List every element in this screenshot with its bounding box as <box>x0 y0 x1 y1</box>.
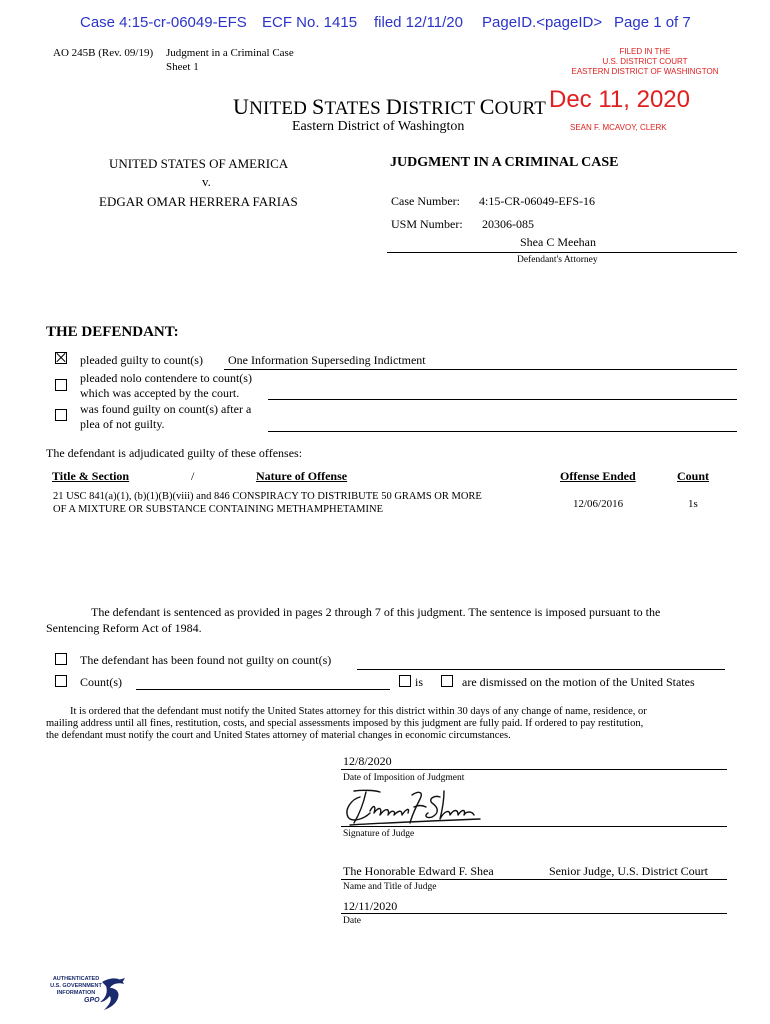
judge-name-line <box>341 879 727 880</box>
are-dismissed-label: are dismissed on the motion of the United States <box>462 675 695 689</box>
pleaded-guilty-line <box>224 369 737 370</box>
nolo-contendere-label-1: pleaded nolo contendere to count(s) <box>80 371 252 385</box>
are-dismissed-checkbox[interactable] <box>441 675 453 687</box>
found-guilty-label-2: plea of not guilty. <box>80 417 165 431</box>
is-checkbox[interactable] <box>399 675 411 687</box>
is-label: is <box>415 675 424 689</box>
attorney-label: Defendant's Attorney <box>517 255 598 265</box>
name-title-label: Name and Title of Judge <box>343 882 437 892</box>
usm-number-label: USM Number: <box>391 217 463 231</box>
pleaded-guilty-checkbox[interactable] <box>55 352 67 364</box>
attorney-line <box>387 252 737 253</box>
signature-label: Signature of Judge <box>343 829 415 839</box>
eagle-icon <box>98 974 128 1014</box>
sentence-text-2: Sentencing Reform Act of 1984. <box>46 621 202 635</box>
col-slash: / <box>191 469 195 483</box>
dismissed-counts-checkbox[interactable] <box>55 675 67 687</box>
judge-title: Senior Judge, U.S. District Court <box>549 864 708 878</box>
found-guilty-line <box>268 431 737 432</box>
judgment-heading: JUDGMENT IN A CRIMINAL CASE <box>390 155 619 170</box>
notice-line-1: It is ordered that the defendant must notify the United States attorney for this district within 30 days of any change of name, residence, or <box>70 706 647 717</box>
sentence-text-1: The defendant is sentenced as provided in pages 2 through 7 of this judgment. The sentence is imposed pursuant to the <box>91 605 661 619</box>
imposition-label: Date of Imposition of Judgment <box>343 773 465 783</box>
nolo-contendere-label-2: which was accepted by the court. <box>80 386 240 400</box>
col-count: Count <box>677 469 710 483</box>
imposition-line <box>341 769 727 770</box>
offenses-intro: The defendant is adjudicated guilty of these offenses: <box>46 446 303 460</box>
col-offense-ended: Offense Ended <box>560 469 636 483</box>
notice-line-2: mailing address until all fines, restitution, costs, and special assessments imposed by this judgment are fully paid. If ordered to pay restitution, <box>46 718 644 729</box>
ecf-document-number: ECF No. 1415 <box>262 14 358 31</box>
attorney-name: Shea C Meehan <box>520 235 596 249</box>
gpo-seal-line3: INFORMATION <box>56 990 96 996</box>
ecf-case-number: Case 4:15-cr-06049-EFS <box>80 14 247 31</box>
form-code: AO 245B (Rev. 09/19) <box>53 47 154 59</box>
date-label: Date <box>343 916 361 926</box>
court-district: Eastern District of Washington <box>292 119 465 134</box>
nolo-contendere-line <box>268 399 737 400</box>
plaintiff-name: UNITED STATES OF AMERICA <box>109 156 289 171</box>
form-sheet: Sheet 1 <box>166 61 199 73</box>
versus-label: v. <box>202 174 211 189</box>
pleaded-guilty-value: One Information Superseding Indictment <box>228 353 426 367</box>
filed-stamp-line2: U.S. DISTRICT COURT <box>602 57 688 66</box>
nolo-contendere-checkbox[interactable] <box>55 379 67 391</box>
case-number-value: 4:15-CR-06049-EFS-16 <box>479 194 596 208</box>
notice-line-3: the defendant must notify the court and United States attorney of material changes in economic circumstances. <box>46 730 511 741</box>
ecf-page-id: PageID.<pageID> <box>482 14 603 31</box>
judgment-date-line <box>341 913 727 914</box>
judge-name: The Honorable Edward F. Shea <box>343 864 494 878</box>
ecf-filed-date: filed 12/11/20 <box>374 14 463 31</box>
dismissed-counts-line <box>136 689 390 690</box>
dismissed-counts-label: Count(s) <box>80 675 122 689</box>
usm-number-value: 20306-085 <box>482 217 534 231</box>
col-title-section: Title & Section <box>52 469 130 483</box>
col-nature-offense: Nature of Offense <box>256 469 348 483</box>
judge-signature-image <box>340 785 490 830</box>
judgment-date: 12/11/2020 <box>343 899 398 913</box>
defendant-name: EDGAR OMAR HERRERA FARIAS <box>99 194 298 209</box>
defendant-section-heading: THE DEFENDANT: <box>46 324 179 340</box>
form-title: Judgment in a Criminal Case <box>166 47 294 59</box>
imposition-date: 12/8/2020 <box>343 754 392 768</box>
not-guilty-label: The defendant has been found not guilty on count(s) <box>80 653 332 667</box>
offense-line-2: OF A MIXTURE OR SUBSTANCE CONTAINING METHAMPHETAMINE <box>53 504 383 515</box>
filed-stamp-line1: FILED IN THE <box>619 47 671 56</box>
not-guilty-line <box>357 669 725 670</box>
offense-count: 1s <box>688 498 698 510</box>
pleaded-guilty-label: pleaded guilty to count(s) <box>80 353 203 367</box>
gpo-seal-line2: U.S. GOVERNMENT <box>50 983 102 989</box>
filed-stamp-date: Dec 11, 2020 <box>549 86 690 113</box>
not-guilty-checkbox[interactable] <box>55 653 67 665</box>
signature-line <box>341 826 727 827</box>
filed-stamp-line3: EASTERN DISTRICT OF WASHINGTON <box>571 67 719 76</box>
gpo-seal-line1: AUTHENTICATED <box>52 976 100 982</box>
gpo-seal-mark: GPO <box>84 997 100 1004</box>
offense-ended-date: 12/06/2016 <box>573 498 624 510</box>
case-number-label: Case Number: <box>391 194 460 208</box>
found-guilty-checkbox[interactable] <box>55 409 67 421</box>
offense-line-1: 21 USC 841(a)(1), (b)(1)(B)(viii) and 846 CONSPIRACY TO DISTRIBUTE 50 GRAMS OR MORE <box>53 491 482 502</box>
court-title: UNITED STATES DISTRICT COURT <box>233 94 547 119</box>
filed-stamp-clerk: SEAN F. MCAVOY, CLERK <box>570 123 667 132</box>
ecf-page-count: Page 1 of 7 <box>614 14 691 31</box>
found-guilty-label-1: was found guilty on count(s) after a <box>80 402 252 416</box>
